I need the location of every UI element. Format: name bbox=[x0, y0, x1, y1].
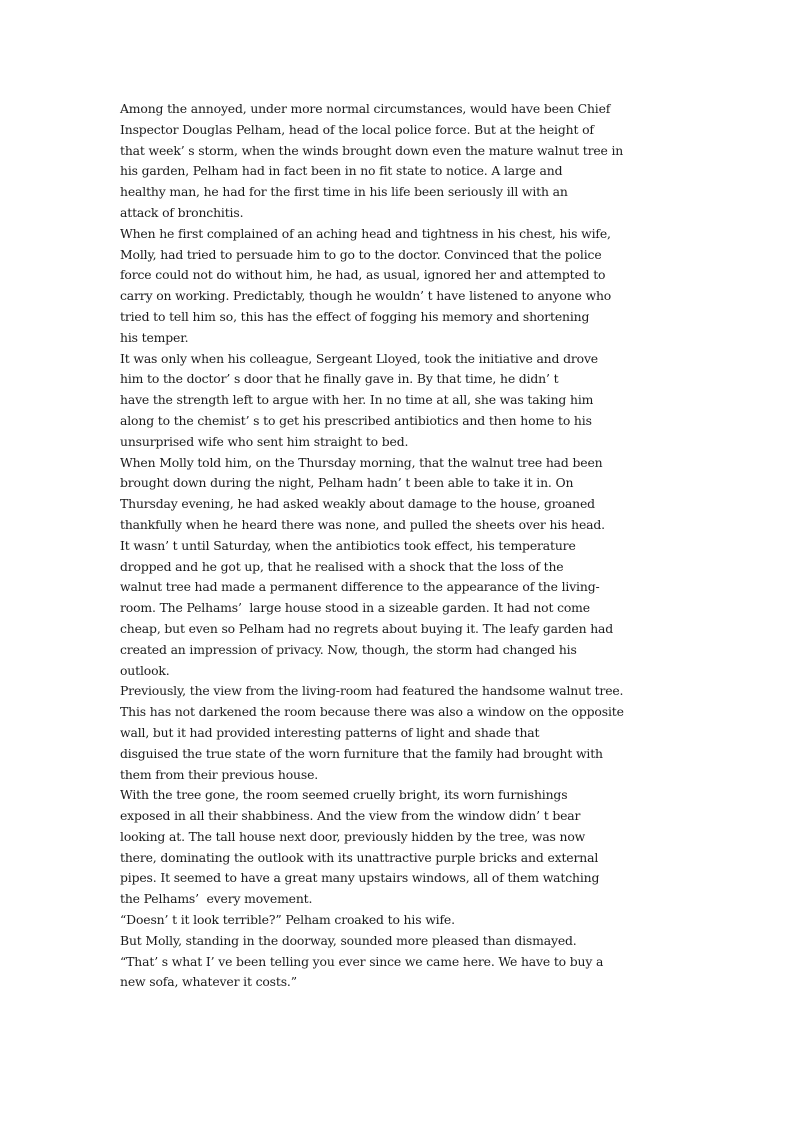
text-line: have the strength left to argue with her. In no time at all, she was taking him bbox=[120, 392, 594, 408]
text-line: force could not do without him, he had, as usual, ignored her and attempted to bbox=[120, 267, 606, 283]
text-line: them from their previous house. bbox=[120, 766, 319, 782]
text-line: exposed in all their shabbiness. And the view from the window didn’ t bear bbox=[120, 808, 581, 824]
text-line: carry on working. Predictably, though he wouldn’ t have listened to anyone who bbox=[120, 288, 612, 304]
text-line: along to the chemist’ s to get his prescribed antibiotics and then home to his bbox=[120, 412, 592, 428]
text-line: cheap, but even so Pelham had no regrets about buying it. The leafy garden had bbox=[120, 620, 614, 636]
document-page bbox=[120, 99, 690, 993]
text-line: It was only when his colleague, Sergeant Lloyed, took the initiative and drove bbox=[120, 350, 598, 366]
text-line: dropped and he got up, that he realised with a shock that the loss of the bbox=[120, 558, 564, 574]
text-line: brought down during the night, Pelham hadn’ t been able to take it in. On bbox=[120, 475, 574, 491]
text-line: This has not darkened the room because there was also a window on the opposite bbox=[120, 704, 624, 720]
text-line: pipes. It seemed to have a great many upstairs windows, all of them watching bbox=[120, 870, 600, 886]
text-line: wall, but it had provided interesting patterns of light and shade that bbox=[120, 724, 540, 740]
text-line: When he first complained of an aching head and tightness in his chest, his wife, bbox=[120, 225, 611, 241]
text-line: looking at. The tall house next door, previously hidden by the tree, was now bbox=[120, 828, 586, 844]
text-line: his temper. bbox=[120, 329, 189, 345]
text-line: unsurprised wife who sent him straight to bed. bbox=[120, 433, 409, 449]
text-line: With the tree gone, the room seemed cruelly bright, its worn furnishings bbox=[120, 787, 568, 803]
text-line: there, dominating the outlook with its unattractive purple bricks and external bbox=[120, 849, 599, 865]
text-line: Previously, the view from the living-room had featured the handsome walnut tree. bbox=[120, 683, 624, 699]
text-line: tried to tell him so, this has the effect of fogging his memory and shortening bbox=[120, 308, 590, 324]
text-line: disguised the true state of the worn furniture that the family had brought with bbox=[120, 745, 603, 761]
text-line: attack of bronchitis. bbox=[120, 204, 244, 220]
text-line: that week’ s storm, when the winds brought down even the mature walnut tree in bbox=[120, 142, 624, 158]
text-line: Among the annoyed, under more normal circumstances, would have been Chief bbox=[120, 101, 611, 116]
text-line: Molly, had tried to persuade him to go to the doctor. Convinced that the police bbox=[120, 246, 602, 262]
text-line: “That’ s what I’ ve been telling you ever since we came here. We have to buy a bbox=[120, 953, 604, 969]
text-line: “Doesn’ t it look terrible?” Pelham croaked to his wife. bbox=[120, 912, 455, 928]
text-line: But Molly, standing in the doorway, sounded more pleased than dismayed. bbox=[120, 932, 577, 948]
text-line: walnut tree had made a permanent difference to the appearance of the living- bbox=[120, 579, 600, 595]
text-line: thankfully when he heard there was none, and pulled the sheets over his head. bbox=[120, 516, 605, 532]
text-line: Inspector Douglas Pelham, head of the local police force. But at the height of bbox=[120, 121, 594, 137]
text-line: him to the doctor’ s door that he finally gave in. By that time, he didn’ t bbox=[120, 371, 559, 387]
text-line: his garden, Pelham had in fact been in no fit state to notice. A large and bbox=[120, 163, 563, 179]
text-line: new sofa, whatever it costs.” bbox=[120, 974, 297, 990]
text-line: the Pelhams’ every movement. bbox=[120, 891, 313, 907]
text-line: outlook. bbox=[120, 662, 170, 678]
text-line: Thursday evening, he had asked weakly about damage to the house, groaned bbox=[120, 496, 595, 512]
text-line: healthy man, he had for the first time in his life been seriously ill with an bbox=[120, 184, 568, 200]
text-line: created an impression of privacy. Now, though, the storm had changed his bbox=[120, 641, 577, 657]
text-line: room. The Pelhams’ large house stood in a sizeable garden. It had not come bbox=[120, 600, 590, 616]
text-line: When Molly told him, on the Thursday morning, that the walnut tree had been bbox=[120, 454, 603, 470]
text-line: It wasn’ t until Saturday, when the antibiotics took effect, his temperature bbox=[120, 537, 576, 553]
